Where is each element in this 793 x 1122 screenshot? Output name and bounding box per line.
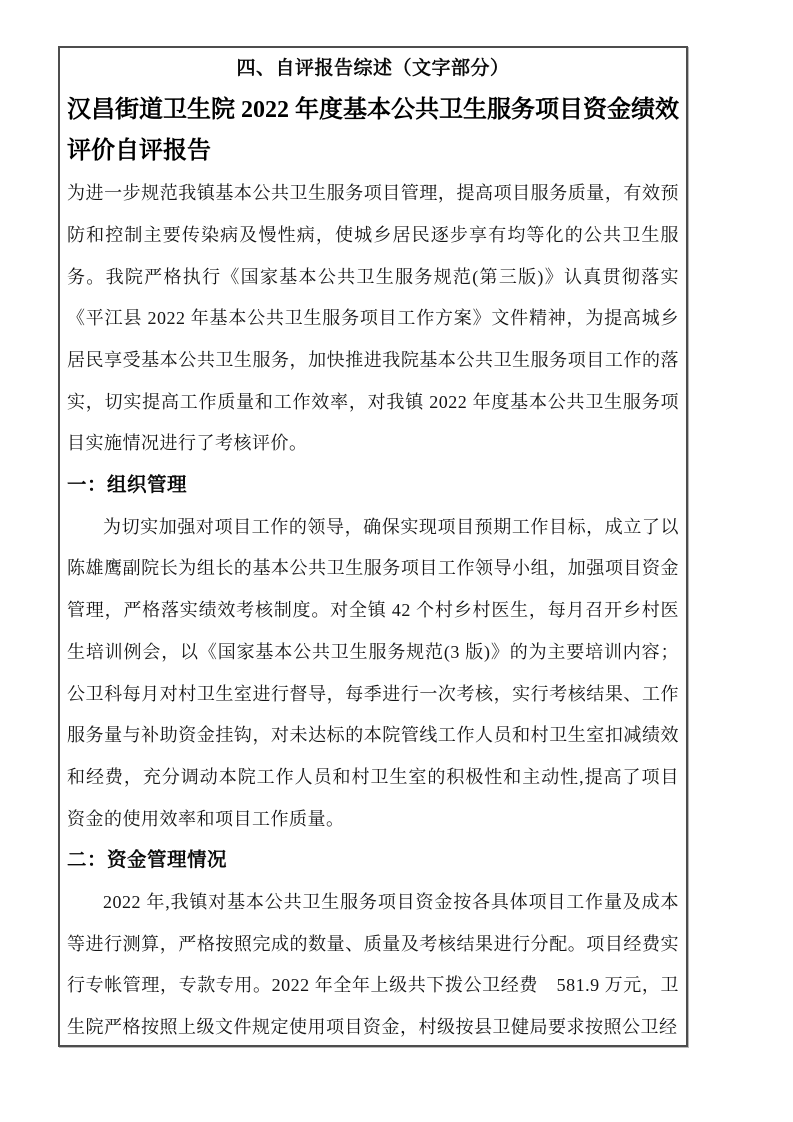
section-2-heading: 二：资金管理情况 <box>67 849 228 872</box>
section-1-heading: 一：组织管理 <box>67 474 188 497</box>
section-2-paragraph: 2022 年,我镇对基本公共卫生服务项目资金按各具体项目工作量及成本等进行测算，严格按照完成的数量、质量及考核结果进行分配。项目经费实行专帐管理，专款专用。2022 年全年上级共下拨公卫经费 581.9 万元，卫生院严格按照上级文件规定使用项目资金，村级按县卫健局要求按照公卫经 <box>67 892 679 1038</box>
section-header: 四、自评报告综述（文字部分） <box>236 58 510 79</box>
report-title-line-1: 汉昌街道卫生院 2022 年度基本公共卫生服务项目资金绩效 <box>67 96 679 123</box>
intro-paragraph: 为进一步规范我镇基本公共卫生服务项目管理，提高项目服务质量，有效预防和控制主要传染病及慢性病，使城乡居民逐步享有均等化的公共卫生服务。我院严格执行《国家基本公共卫生服务规范(第三版)》认真贯彻落实《平江县 2022 年基本公共卫生服务项目工作方案》文件精神，为提高城乡居民享受基本公共卫生服务，加快推进我院基本公共卫生服务项目工作的落实，切实提高工作质量和工作效率，对我镇 2022 年度基本公共卫生服务项目实施情况进行了考核评价。 <box>67 183 679 454</box>
report-title-line-2: 评价自评报告 <box>67 138 211 165</box>
report-title <box>67 90 679 173</box>
section-1-paragraph: 为切实加强对项目工作的领导，确保实现项目预期工作目标，成立了以陈雄鹰副院长为组长的基本公共卫生服务项目工作领导小组，加强项目资金管理，严格落实绩效考核制度。对全镇 42 个村乡村医生，每月召开乡村医生培训例会，以《国家基本公共卫生服务规范(3 版)》的为主要培训内容；公卫科每月对村卫生室进行督导，每季进行一次考核，实行考核结果、工作服务量与补助资金挂钩，对未达标的本院管线工作人员和村卫生室扣减绩效和经费，充分调动本院工作人员和村卫生室的积极性和主动性,提高了项目资金的使用效率和项目工作质量。 <box>67 516 679 829</box>
report-table-cell <box>58 46 688 1047</box>
